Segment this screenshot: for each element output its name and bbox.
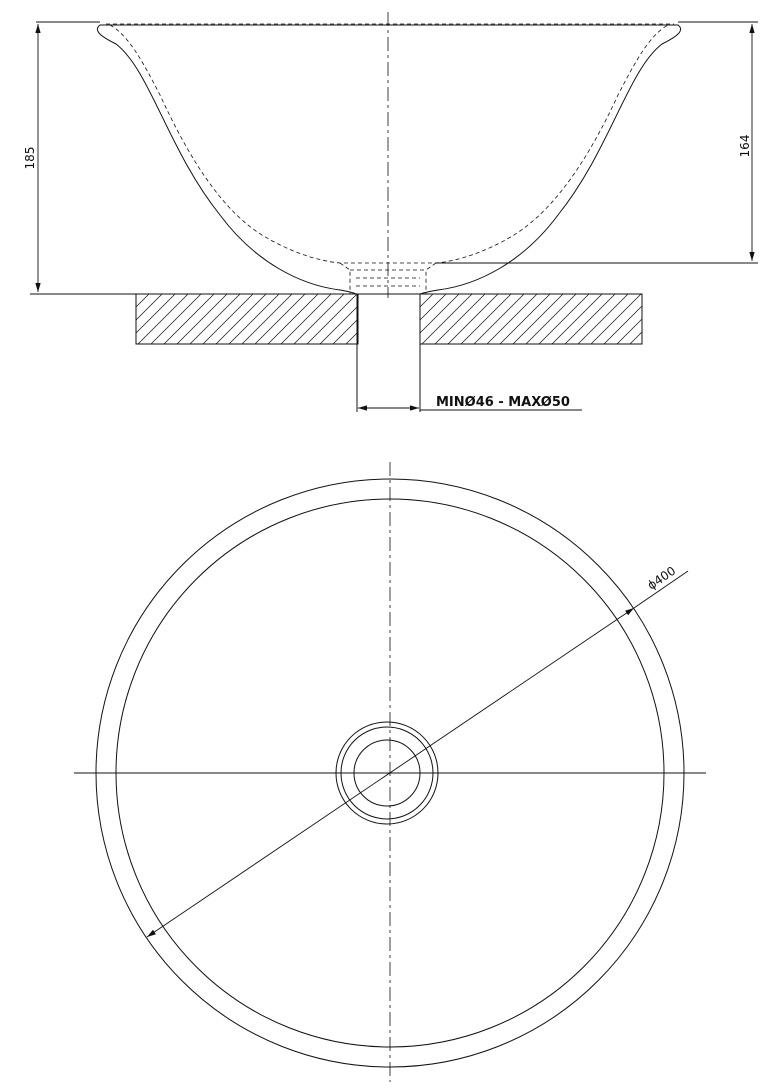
hatch-line (578, 294, 628, 344)
hatch-line (294, 294, 344, 344)
hatch-line (422, 294, 472, 344)
hatch-line (268, 294, 318, 344)
hatch-line (359, 294, 409, 344)
hatch-line (255, 294, 305, 344)
drain-range-label: MINØ46 - MAXØ50 (436, 395, 570, 410)
hatch-line (385, 294, 435, 344)
hatch-line (604, 294, 654, 344)
bowl-inner-profile (110, 25, 668, 263)
hatch-line (539, 294, 589, 344)
dimension-164 (436, 22, 758, 263)
hatch-line (320, 294, 370, 344)
hatch-line (630, 294, 680, 344)
diameter-label: ϕ400 (644, 563, 679, 593)
hatch-line (487, 294, 537, 344)
hatch-line (112, 294, 162, 344)
dimension-drain (358, 395, 582, 410)
dimension-diameter (147, 564, 688, 937)
hatch-line (682, 294, 732, 344)
hatch-line (435, 294, 485, 344)
hatch-line (346, 294, 396, 344)
dimension-185-label: 185 (23, 146, 37, 170)
hatch-line (669, 294, 719, 344)
hatch-line (281, 294, 331, 344)
hatch-line (474, 294, 524, 344)
dimension-164-label: 164 (738, 134, 752, 158)
hatch-line (138, 294, 188, 344)
hatch-line (448, 294, 498, 344)
hatch-line (513, 294, 563, 344)
hatch-line (216, 294, 266, 344)
hatch-line (409, 294, 459, 344)
countertop-left (86, 294, 448, 344)
hatch-line (396, 294, 446, 344)
hatch-line (164, 294, 214, 344)
countertop-right (370, 294, 732, 344)
hatch-line (151, 294, 201, 344)
hatch-line (203, 294, 253, 344)
hatch-line (372, 294, 422, 344)
hatch-line (242, 294, 292, 344)
hatch-line (552, 294, 602, 344)
side-view (23, 12, 758, 412)
hatch-line (383, 294, 433, 344)
hatch-line (99, 294, 149, 344)
dimension-185 (23, 22, 136, 294)
hatch-line (461, 294, 511, 344)
top-view (74, 462, 706, 1082)
hatch-line (526, 294, 576, 344)
hatch-line (565, 294, 615, 344)
hatch-line (500, 294, 550, 344)
hatch-line (190, 294, 240, 344)
hatch-line (86, 294, 136, 344)
hatch-line (398, 294, 448, 344)
hatch-line (229, 294, 279, 344)
hatch-line (370, 294, 420, 344)
hatch-line (177, 294, 227, 344)
hatch-line (591, 294, 641, 344)
hatch-line (307, 294, 357, 344)
hatch-line (656, 294, 706, 344)
hatch-line (125, 294, 175, 344)
bowl-outer-profile (97, 25, 680, 294)
hatch-line (643, 294, 693, 344)
